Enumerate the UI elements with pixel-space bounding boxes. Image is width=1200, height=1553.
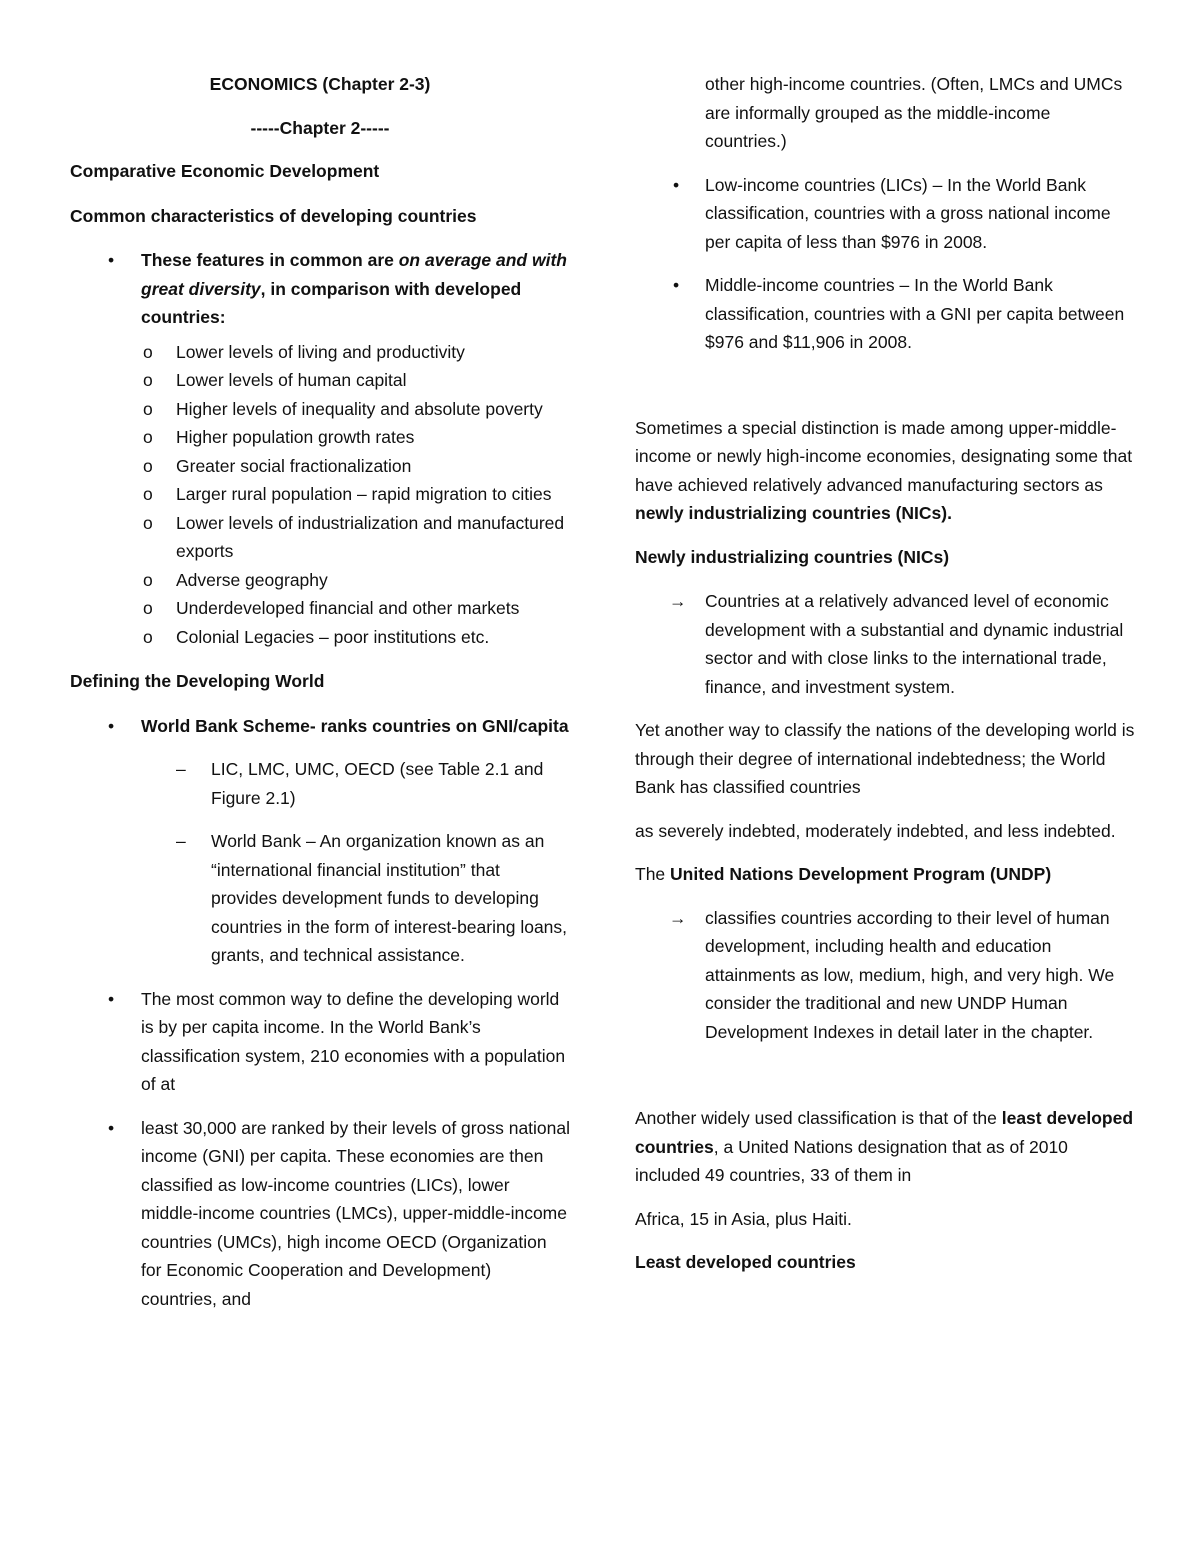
circle-bullet-icon: o (143, 598, 153, 618)
list-item: o Greater social fractionalization (70, 452, 570, 481)
bullet-common-way: • The most common way to define the developing world is by per capita income. In the World Bank’s classification system, 210 economies with a population of at (70, 985, 570, 1099)
undp-paragraph: The United Nations Development Program (UNDP) (635, 864, 1052, 884)
list-item: o Lower levels of industrialization and manufactured exports (70, 509, 570, 566)
bullet-marker: • (673, 275, 680, 295)
left-column (70, 70, 570, 1328)
circle-bullet-icon: o (143, 370, 153, 390)
bullet-marker: • (108, 988, 115, 1009)
circle-bullet-icon: o (143, 569, 153, 590)
list-item: o Lower levels of living and productivity (70, 338, 570, 367)
indebtedness-paragraph-cont: as severely indebted, moderately indebted, and less indebted. (635, 820, 1116, 841)
ldc-paragraph: Another widely used classification is that of the least developed countries, a United Nations designation that as of 2010 included 49 countries, 33 of them in (635, 1108, 1134, 1185)
section-heading-comparative: Comparative Economic Development (70, 161, 380, 181)
chapter-heading: -----Chapter 2----- (250, 117, 390, 138)
circle-bullet-icon: o (143, 341, 153, 362)
bullet-text-italic: on average and with great diversity (141, 250, 567, 299)
bullet-middle-income: • Middle-income countries – In the World Bank classification, countries with a GNI per capita between $976 and $11,906 in 2008. (635, 271, 1135, 357)
list-item: o Colonial Legacies – poor institutions etc. (70, 623, 570, 652)
document-title: ECONOMICS (Chapter 2-3) (209, 74, 431, 94)
list-item: o Adverse geography (70, 566, 570, 595)
circle-bullet-icon: o (143, 512, 153, 533)
dash-item-classes: – LIC, LMC, UMC, OECD (see Table 2.1 and Figure 2.1) (70, 755, 570, 812)
right-column (635, 70, 1135, 1293)
bullet-marker: • (108, 1117, 115, 1138)
section-heading-defining: Defining the Developing World (70, 671, 325, 691)
circle-bullet-icon: o (143, 626, 153, 647)
nics-paragraph: Sometimes a special distinction is made among upper-middle-income or newly high-income economies, designating some that have achieved relatively advanced manufacturing sectors as newly industrializing countries (NICs). (635, 417, 1133, 523)
bullet-text-bold-end: , in comparison with developed countries: (141, 278, 522, 327)
nics-list (635, 587, 1135, 701)
list-item: o Underdeveloped financial and other markets (70, 594, 570, 623)
circle-bullet-icon: o (143, 484, 153, 504)
circle-bullet-icon: o (143, 398, 153, 419)
dash-item-world-bank: – World Bank – An organization known as an “international financial institution” that provides development funds to developing countries in the form of interest-bearing loans, grants, and technical assistance. (70, 827, 570, 970)
circle-bullet-icon: o (143, 427, 153, 447)
bullet-gni-ranking: • least 30,000 are ranked by their levels of gross national income (GNI) per capita. These economies are then classified as low-income countries (LICs), lower middle-income countries (LMCs), upper-middle-income countries (UMCs), high income OECD (Organization for Economic Cooperation and Development) countries, and (70, 1114, 570, 1314)
section-heading-common-characteristics: Common characteristics of developing countries (70, 205, 477, 226)
income-list (635, 171, 1135, 357)
bullet-marker: • (108, 250, 115, 270)
list-item: o Larger rural population – rapid migration to cities (70, 480, 570, 509)
indebtedness-paragraph: Yet another way to classify the nations of the developing world is through their degree of international indebtedness; the World Bank has classified countries (635, 720, 1135, 797)
arrow-right-icon: → (669, 591, 687, 611)
characteristics-sublist (70, 338, 570, 652)
bullet-world-bank-scheme: • World Bank Scheme- ranks countries on GNI/capita (70, 712, 570, 741)
bullet-marker: • (108, 715, 115, 736)
bullet-low-income: • Low-income countries (LICs) – In the World Bank classification, countries with a gross national income per capita of less than $976 in 2008. (635, 171, 1135, 257)
list-item: o Higher population growth rates (70, 423, 570, 452)
arrow-item-nics: → Countries at a relatively advanced level of economic development with a substantial and dynamic industrial sector and with close links to the international trade, finance, and investment system. (635, 587, 1135, 701)
list-item: o Lower levels of human capital (70, 366, 570, 395)
circle-bullet-icon: o (143, 455, 153, 476)
continued-text: other high-income countries. (Often, LMCs and UMCs are informally grouped as the middle-income countries.) (705, 74, 1123, 151)
undp-list (635, 904, 1135, 1047)
bullet-features-in-common (70, 246, 570, 332)
section-heading-nics: Newly industrializing countries (NICs) (635, 546, 950, 567)
bullet-text-bold: These features in common are (141, 250, 399, 270)
characteristics-list (70, 246, 570, 332)
section-heading-ldc: Least developed countries (635, 1252, 856, 1272)
arrow-right-icon: → (669, 907, 687, 928)
dash-marker: – (176, 759, 186, 779)
defining-list (70, 712, 570, 1314)
ldc-paragraph-cont: Africa, 15 in Asia, plus Haiti. (635, 1208, 852, 1229)
list-item: o Higher levels of inequality and absolute poverty (70, 395, 570, 424)
bullet-marker: • (673, 174, 680, 195)
arrow-item-undp: → classifies countries according to their level of human development, including health and education attainments as low, medium, high, and very high. We consider the traditional and new UNDP Human Development Indexes in detail later in the chapter. (635, 904, 1135, 1047)
dash-marker: – (176, 831, 186, 851)
